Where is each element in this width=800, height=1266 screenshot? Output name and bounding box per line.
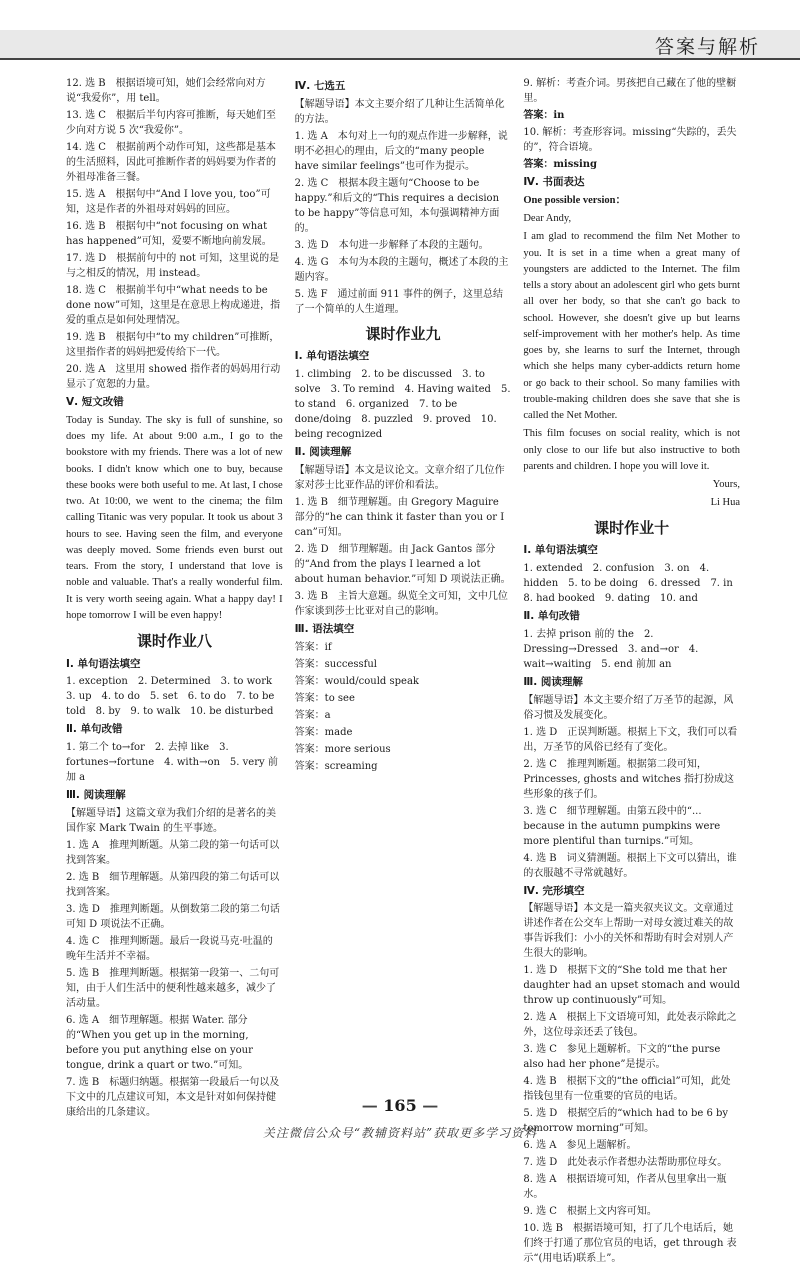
answer-item: 3. 选 D 推理判断题。从倒数第二段的第二句话可知 D 项说法不正确。 — [66, 903, 280, 930]
lesson-title: 课时作业九 — [365, 324, 441, 343]
answer-item: 8. 选 A 根据语境可知，作者从包里拿出一瓶水。 — [523, 1174, 727, 1201]
column-1 — [66, 76, 283, 1118]
answer-line: 1. 第二个 to→for 2. 去掉 like 3. fortunes→fortune 4. with→on 5. very 前加 a — [66, 742, 278, 784]
answer-item: 5. 选 F 通过前面 911 事件的例子，这里总结了一个简单的人生道理。 — [294, 288, 503, 315]
answer-key: 答案：a — [294, 709, 331, 721]
answer-item: 19. 选 B 根据句中“to my children”可推断，这里指作者的妈妈把爱传给下一代。 — [66, 332, 280, 358]
answer-item: 1. 选 D 根据下文的“She told me that her daughter had an upset stomach and would throw up continuously”可知。 — [523, 965, 740, 1007]
answer-item: 7. 选 B 标题归纳题。根据第一段最后一句以及下文中的几点建议可知，本文是针对如何保持健康给出的几条建议。 — [66, 1076, 280, 1118]
letter-signature: Li Hua — [710, 497, 741, 509]
answer-item: 4. 选 B 词义猜测题。根据上下文可以猜出，谁的衣服越不寻常就越好。 — [523, 852, 737, 879]
guide-text: 【解题导语】本文主要介绍了万圣节的起源，风俗习惯及发展变化。 — [523, 694, 734, 721]
lesson-title: 课时作业十 — [594, 518, 670, 537]
letter-greeting: Dear Andy, — [523, 213, 572, 225]
answer-item: 3. 选 D 本句进一步解释了本段的主题句。 — [294, 239, 489, 251]
letter-paragraph: I am glad to recommend the film Net Mother to you. It is set in a time when a great many of youngsters are addicted to the Internet. The film tells a story about an adolescent girl who gets burnt all over her body, so that she can't go back to school. However, she doesn't give up but learns self-improvement with her mother's help. As time goes by, she learns to surf the Internet, through which she helps many cyber-addicts return home or go back to their school. So many families with trouble-making children does she save that she is called the Net Mother. — [523, 231, 741, 422]
section-heading: Ⅳ. 七选五 — [294, 80, 346, 92]
answer-item: 18. 选 C 根据前半句中“what needs to be done now”可知，这里是在意思上构成递进，指爱的重点是如何处理情况。 — [66, 285, 281, 326]
section-heading: Ⅳ. 完形填空 — [523, 884, 585, 897]
section-heading: Ⅰ. 单句语法填空 — [523, 544, 598, 557]
column-3 — [523, 76, 743, 1265]
answer-item: 2. 选 C 根据本段主题句“Choose to be happy.”和后文的“This requires a decision to be happy”等信息可知，本句强调精神方面的。 — [294, 177, 500, 234]
guide-text: 【解题导语】本文是议论文。文章介绍了几位作家对莎士比亚作品的评价和看法。 — [294, 464, 505, 491]
answer-key: 答案：if — [294, 641, 332, 653]
guide-text: 【解题导语】这篇文章为我们介绍的是著名的美国作家 Mark Twain 的生平事迹。 — [66, 807, 276, 834]
lesson-title: 课时作业八 — [136, 632, 212, 651]
answer-line: 1. extended 2. confusion 3. on 4. hidden 5. to be doing 6. dressed 7. in 8. had booked 9. dating 10. and — [523, 563, 743, 605]
section-heading: Ⅱ. 单句改错 — [66, 723, 123, 736]
answer-item: 15. 选 A 根据句中“And I love you, too”可知，这是作者的外祖母对妈妈的回应。 — [66, 189, 271, 215]
answer-key: 答案：made — [294, 726, 353, 738]
answer-item: 1. 选 A 本句对上一句的观点作进一步解释，说明不必担心的理由，后文的“many people have similar feelings”也可作为提示。 — [294, 130, 508, 172]
answer-item: 2. 选 B 细节理解题。从第四段的第二句话可以找到答案。 — [66, 871, 280, 898]
answer-key: 答案：in — [523, 110, 565, 121]
header-title: 答案与解析 — [654, 36, 760, 58]
page-number-value: 165 — [383, 1096, 417, 1115]
section-heading: Ⅰ. 单句语法填空 — [66, 657, 141, 670]
answer-item: 5. 选 D 根据空后的“which had to be 6 by tomorrow morning”可知。 — [523, 1108, 729, 1135]
answer-item: 2. 选 A 根据上下文语境可知，此处表示除此之外，这位母亲还丢了钱包。 — [523, 1012, 737, 1039]
answer-item: 17. 选 D 根据前句中的 not 可知，这里说的是与之相反的情况，用 instead。 — [66, 253, 280, 279]
column-2 — [295, 76, 512, 1086]
answer-item: 9. 选 C 根据上文内容可知。 — [523, 1206, 657, 1218]
answer-item: 1. 选 D 正误判断题。根据上下文，我们可以看出，万圣节的风俗已经有了变化。 — [523, 726, 738, 753]
page-dash: — — [361, 1096, 378, 1115]
answer-key: 答案：to see — [294, 692, 355, 704]
section-heading: Ⅴ. 短文改错 — [66, 396, 124, 408]
error-correction-passage: Today is Sunday. The sky is full of sunshine, so does my life. At about 9:00 a.m., I go to the bookstore with my friends. There was a lot of new books. I didn't know which one to buy, because these books were both useful to me. At last, I chose two. At 10:00, we went to the cinema; the film calling Titanic was very popular. It took us about 3 hours to see. Having seen the film, and everyone was deeply moved. Some friends even burst out tears. From the story, I understand that love is noble and valuable. That's a really wonderful film. It is very worth seeing again. What a happy day! I hope tomorrow I will be even happy! — [66, 414, 283, 621]
answer-line: 1. exception 2. Determined 3. to work 3. up 4. to do 5. set 6. to do 7. to be told 8. by 9. to walk 10. be disturbed — [66, 676, 283, 718]
answer-item: 12. 选 B 根据语境可知，她们会经常向对方说“我爱你”，用 tell。 — [66, 78, 266, 104]
answer-item: 3. 选 C 参见上题解析。下文的“the purse also had her phone”是提示。 — [523, 1044, 721, 1071]
answer-item: 3. 选 B 主旨大意题。纵览全文可知，文中几位作家谈到莎士比亚对自己的影响。 — [294, 590, 508, 617]
section-heading: Ⅲ. 阅读理解 — [523, 675, 583, 688]
letter-paragraph: This film focuses on social reality, which is not only close to our life but also instructive to both parents and children. I hope you will love it. — [523, 428, 741, 472]
answer-item: 6. 选 A 细节理解题。根据 Water. 部分的“When you get up in the morning, before you put anything else on your tongue, drink a quart or two.”可知。 — [66, 1014, 253, 1071]
answer-line: 1. 去掉 prison 前的 the 2. Dressing→Dressed 3. and→or 4. wait→waiting 5. end 前加 an — [523, 628, 699, 670]
section-heading: Ⅳ. 书面表达 — [523, 176, 585, 188]
answer-item: 10. 选 B 根据语境可知，打了几个电话后，她们终于打通了那位官员的电话，get through 表示“(用电话)联系上”。 — [523, 1223, 737, 1265]
letter-closing: Yours, — [712, 479, 741, 491]
footer-slogan: 关注微信公众号“教辅资料站”获取更多学习资料 — [262, 1126, 538, 1140]
answer-item: 20. 选 A 这里用 showed 指作者的妈妈用行动显示了宽恕的力量。 — [66, 364, 281, 390]
page-dash: — — [422, 1096, 439, 1115]
answer-item: 2. 选 C 推理判断题。根据第二段可知，Princesses, ghosts and witches 指打扮成这些形象的孩子们。 — [523, 758, 735, 800]
answer-item: 1. 选 A 推理判断题。从第二段的第一句话可以找到答案。 — [66, 839, 280, 866]
section-heading: Ⅲ. 阅读理解 — [66, 789, 126, 802]
section-heading: Ⅱ. 阅读理解 — [294, 446, 352, 458]
section-heading: Ⅱ. 单句改错 — [523, 610, 580, 623]
section-heading: Ⅰ. 单句语法填空 — [294, 350, 370, 363]
answer-item: 14. 选 C 根据前两个动作可知，这些都是基本的生活照料，因此可推断作者的妈妈要为作者的外祖母准备三餐。 — [66, 142, 276, 183]
answer-key: 答案：successful — [294, 658, 377, 670]
answer-item: 10. 解析：考查形容词。missing“失踪的，丢失的”，符合语境。 — [523, 127, 737, 153]
answer-item: 4. 选 G 本句为本段的主题句，概述了本段的主题内容。 — [294, 256, 509, 283]
guide-text: 【解题导语】本文是一篇夹叙夹议文。文章通过讲述作者在公交车上帮助一对母女渡过难关的故事告诉我们：小小的关怀和帮助有时会对别人产生很大的影响。 — [523, 903, 734, 960]
answer-item: 2. 选 D 细节理解题。由 Jack Gantos 部分的“And from the plays I learned a lot about human behavior.”可知 D 项说法正确。 — [294, 543, 511, 585]
answer-key: 答案：would/could speak — [294, 675, 419, 687]
answer-item: 4. 选 C 推理判断题。最后一段说马克·吐温的晚年生活并不幸福。 — [66, 935, 273, 962]
answer-line: 1. climbing 2. to be discussed 3. to solve 3. To remind 4. Having waited 5. to stand 6. organized 7. to be done/doing 8. puzzled 9. proved 10. being recognized — [294, 369, 511, 440]
page-number — [0, 1096, 800, 1115]
answer-key: 答案：missing — [523, 159, 598, 170]
answer-key: 答案：screaming — [294, 760, 378, 772]
answer-item: 1. 选 B 细节理解题。由 Gregory Maguire 部分的“he can think it faster than you or I can”可知。 — [294, 496, 505, 538]
answer-key: 答案：more serious — [294, 743, 391, 755]
answer-item: 4. 选 B 根据下文的“the official”可知，此处指钱包里有一位重要的官员的电话。 — [523, 1076, 731, 1103]
answer-item: 13. 选 C 根据后半句内容可推断，每天她们至少向对方说 5 次“我爱你”。 — [66, 110, 276, 136]
section-heading: Ⅲ. 语法填空 — [294, 622, 355, 635]
answer-item: 6. 选 A 参见上题解析。 — [523, 1140, 637, 1152]
answer-item: 16. 选 B 根据句中“not focusing on what has happened”可知，爱要不断地向前发展。 — [66, 221, 272, 247]
answer-item: 5. 选 B 推理判断题。根据第一段第一、二句可知，由于人们生活中的便利性越来越多，减少了活动量。 — [66, 967, 280, 1009]
guide-text: 【解题导语】本文主要介绍了几种让生活简单化的方法。 — [294, 98, 505, 125]
answer-item: 7. 选 D 此处表示作者想办法帮助那位母女。 — [523, 1157, 728, 1169]
answer-item: 3. 选 C 细节理解题。由第五段中的“... because in the autumn pumpkins were more plentiful than turnips.”可知。 — [523, 805, 721, 847]
page-header — [0, 0, 800, 58]
answer-item: 9. 解析：考查介词。男孩把自己藏在了他的壁橱里。 — [523, 78, 737, 104]
version-label: One possible version： — [523, 194, 627, 206]
